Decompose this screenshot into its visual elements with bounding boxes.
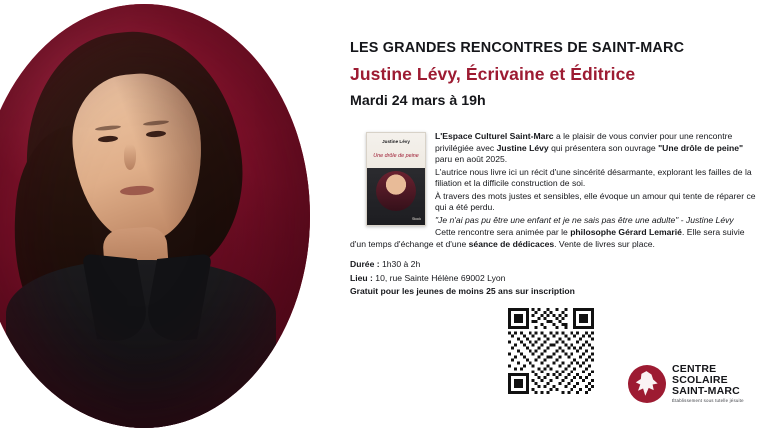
duration-label: Durée :: [350, 259, 380, 270]
place-value: 10, rue Sainte Hélène 69002 Lyon: [372, 272, 506, 283]
speaker-name: Justine Lévy: [496, 142, 549, 153]
school-logo-line1: CENTRE SCOLAIRE: [672, 363, 728, 387]
content-panel: [350, 0, 760, 432]
desc-p1-part2: a le plaisir de vous convier pour une rencontre privilégiée avec: [435, 131, 733, 153]
school-logo-line2: SAINT-MARC: [672, 385, 740, 398]
book-cover-photo: [376, 171, 416, 211]
desc-p1-part4: qui présentera son ouvrage: [548, 142, 659, 153]
event-series-kicker: LES GRANDES RENCONTRES DE SAINT-MARC: [350, 40, 685, 56]
duration-value: 1h30 à 2h: [379, 259, 421, 270]
book-title: Une drôle de peine: [373, 153, 419, 160]
portrait-circle: [0, 4, 310, 428]
page-title: Justine Lévy, Écrivaine et Éditrice: [350, 64, 636, 85]
book-quote: "Je n'ai pas pu être une enfant et je ne sais pas être une adulte" - Justine Lévy: [435, 214, 734, 225]
qr-code-image: [508, 308, 594, 394]
desc-p4-part5: . Vente de livres sur place.: [554, 238, 655, 249]
desc-p4-part1: Cette rencontre sera animée par le: [435, 227, 571, 238]
free-entry-note: [350, 285, 760, 297]
qr-code[interactable]: [508, 308, 594, 394]
duration-row: [350, 258, 760, 270]
book-cover: [366, 132, 426, 226]
portrait-panel: [0, 0, 330, 432]
moderator-name: philosophe Gérard Lemarié: [570, 227, 682, 238]
school-logo-line3: Établissement sous tutelle jésuite: [672, 398, 744, 404]
description-paragraph-3: À travers des mots justes et sensibles, elle évoque un amour qui tente de réparer ce qui a été perdu.: [435, 190, 756, 213]
book-author: Justine Lévy: [382, 139, 410, 145]
desc-p4-part3: . Elle sera suivie d'un temps d'échange et d'une: [350, 227, 745, 249]
eagle-icon-glyph: [633, 370, 661, 398]
eagle-icon: [628, 365, 666, 403]
event-datetime: Mardi 24 mars à 19h: [350, 93, 486, 110]
school-logo: [628, 360, 760, 408]
desc-p1-part6: paru en août 2025.: [435, 154, 508, 165]
book-title-inline: "Une drôle de peine": [658, 142, 744, 153]
signing-session: séance de dédicaces: [468, 238, 555, 249]
place-row: [350, 272, 760, 284]
school-logo-text: [672, 364, 760, 404]
description-paragraph-2: L'autrice nous livre ici un récit d'une sincérité désarmante, explorant les failles de la filiation et la difficile construction de soi.: [435, 166, 752, 189]
description-paragraph-4: [350, 227, 760, 250]
free-entry-text: Gratuit pour les jeunes de moins 25 ans sur inscription: [350, 285, 575, 296]
place-label: Lieu :: [350, 272, 373, 283]
book-publisher: Stock: [412, 217, 421, 222]
event-facts: [350, 258, 760, 297]
title-block: [350, 0, 760, 109]
description-block: [350, 131, 760, 250]
venue-name: L'Espace Culturel Saint-Marc: [435, 131, 554, 142]
